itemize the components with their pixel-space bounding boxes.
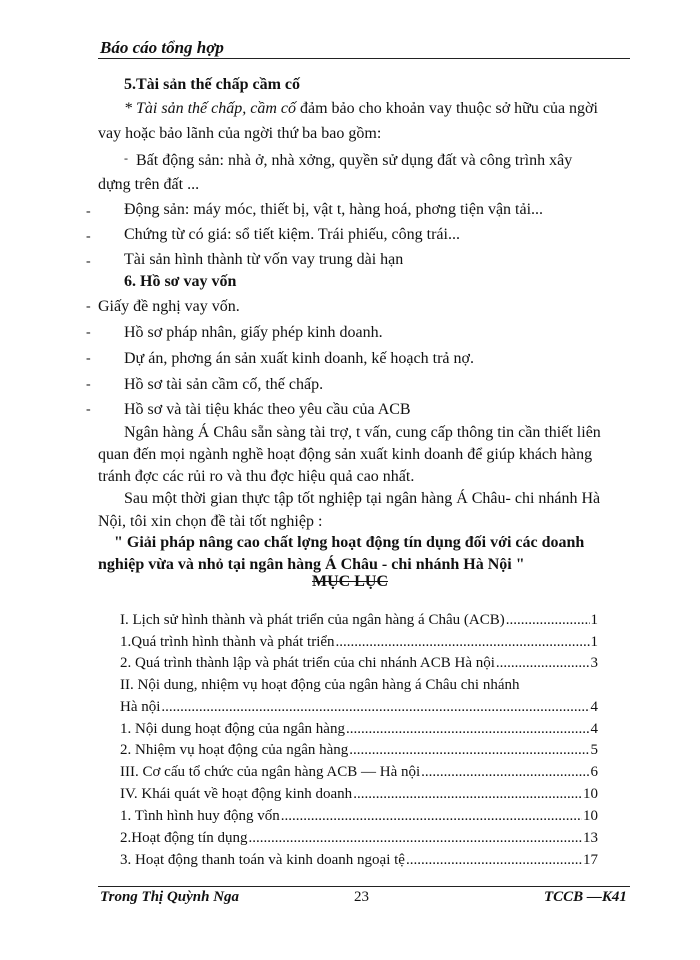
toc-row bbox=[120, 808, 598, 825]
list-item bbox=[124, 152, 572, 170]
toc-entry-text: II. Nội dung, nhiệm vụ hoạt động của ngân hàng á Châu chi nhánh bbox=[120, 677, 520, 693]
toc-leader bbox=[353, 786, 582, 803]
section5-intro-line2: vay hoặc bảo lãnh của ngời thứ ba bao gồm: bbox=[98, 125, 382, 142]
toc-row bbox=[120, 634, 598, 651]
bullet-dash: - bbox=[86, 254, 91, 269]
toc-leader bbox=[506, 612, 590, 629]
toc-row bbox=[120, 612, 598, 629]
toc-page-number: 1 bbox=[590, 634, 598, 650]
list-item: Chứng từ có giá: sổ tiết kiệm. Trái phiếu, công trái... bbox=[124, 226, 460, 243]
section5-intro bbox=[124, 100, 598, 118]
toc-page-number: 10 bbox=[583, 808, 598, 824]
footer-author: Trong Thị Quỳnh Nga bbox=[100, 889, 240, 905]
toc-page-number: 5 bbox=[590, 742, 598, 758]
toc-row bbox=[120, 852, 598, 869]
toc-entry-text: Hà nội bbox=[120, 699, 161, 715]
paragraph-line: Nội, tôi xin chọn đề tài tốt nghiệp : bbox=[98, 513, 323, 530]
bullet-dash: - bbox=[86, 377, 91, 392]
toc-leader bbox=[281, 808, 582, 825]
toc-row bbox=[120, 677, 598, 694]
toc-row bbox=[120, 764, 598, 781]
toc-row bbox=[120, 786, 598, 803]
thesis-topic-line: " Giải pháp nâng cao chất lợng hoạt động tín dụng đối với các doanh bbox=[114, 534, 585, 551]
footer-rule bbox=[98, 886, 630, 887]
toc-entry-text: III. Cơ cấu tổ chức của ngân hàng ACB — Hà nội bbox=[120, 764, 421, 780]
toc-leader bbox=[249, 830, 583, 847]
bullet-dash: - bbox=[86, 402, 91, 417]
toc-entry-text: 1. Nội dung hoạt động của ngân hàng bbox=[120, 721, 345, 737]
toc-row bbox=[120, 742, 598, 759]
toc-page-number: 10 bbox=[583, 786, 598, 802]
toc-entry-text: 1.Quá trình hình thành và phát triển bbox=[120, 634, 335, 650]
bullet-dash: - bbox=[124, 151, 128, 165]
toc-leader bbox=[336, 634, 590, 651]
toc-entry-text: 2.Hoạt động tín dụng bbox=[120, 830, 248, 846]
toc-row bbox=[120, 699, 598, 716]
toc-page-number: 17 bbox=[583, 852, 598, 868]
toc-row bbox=[120, 721, 598, 738]
toc-entry-text: 2. Nhiệm vụ hoạt động của ngân hàng bbox=[120, 742, 349, 758]
toc-leader bbox=[346, 721, 590, 738]
toc-leader bbox=[406, 852, 582, 869]
thesis-topic-line: nghiệp vừa và nhỏ tại ngân hàng Á Châu - chi nhánh Hà Nội " bbox=[98, 556, 525, 573]
toc-page-number: 4 bbox=[590, 699, 598, 715]
list-item: Dự án, phơng án sản xuất kinh doanh, kế hoạch trả nợ. bbox=[124, 350, 474, 367]
header-title: Báo cáo tổng hợp bbox=[100, 38, 224, 57]
paragraph-line: tránh đợc các rủi ro và thu đợc hiệu quả cao nhất. bbox=[98, 468, 415, 485]
paragraph-line: Ngân hàng Á Châu sẵn sàng tài trợ, t vấn, cung cấp thông tin cần thiết liên bbox=[124, 424, 601, 441]
toc-entry-text: 1. Tình hình huy động vốn bbox=[120, 808, 280, 824]
toc-page-number: 4 bbox=[590, 721, 598, 737]
paragraph-line: Sau một thời gian thực tập tốt nghiệp tại ngân hàng Á Châu- chi nhánh Hà bbox=[124, 490, 601, 507]
header-rule bbox=[98, 58, 630, 59]
toc-entry-text: I. Lịch sử hình thành và phát triển của ngân hàng á Châu (ACB) bbox=[120, 612, 505, 628]
list-item-text: Bất động sản: nhà ở, nhà xởng, quyền sử dụng đất và công trình xây bbox=[136, 152, 573, 169]
toc-row bbox=[120, 830, 598, 847]
bullet-dash: - bbox=[86, 204, 91, 219]
section6-heading: 6. Hồ sơ vay vốn bbox=[124, 273, 237, 290]
toc-row bbox=[120, 655, 598, 672]
bullet-dash: - bbox=[86, 325, 91, 340]
section5-intro-rest: đảm bảo cho khoản vay thuộc sở hữu của ngời bbox=[295, 100, 598, 117]
bullet-dash: - bbox=[86, 229, 91, 244]
toc-leader bbox=[161, 699, 589, 716]
bullet-dash: - bbox=[86, 299, 91, 314]
list-item: Tài sản hình thành từ vốn vay trung dài hạn bbox=[124, 251, 404, 268]
list-item: Hồ sơ tài sản cầm cố, thế chấp. bbox=[124, 376, 324, 393]
toc-title: MỤC LỤC bbox=[312, 573, 388, 590]
section5-intro-italic: * Tài sản thế chấp, cầm cố bbox=[124, 100, 296, 117]
list-item: Giấy đề nghị vay vốn. bbox=[98, 298, 240, 315]
bullet-dash: - bbox=[86, 351, 91, 366]
toc-page-number: 13 bbox=[583, 830, 598, 846]
paragraph-line: quan đến mọi ngành nghề hoạt động sản xuất kinh doanh để giúp khách hàng bbox=[98, 446, 593, 463]
toc-leader bbox=[421, 764, 589, 781]
toc-leader bbox=[496, 655, 590, 672]
toc-page-number: 6 bbox=[590, 764, 598, 780]
footer-page-number: 23 bbox=[354, 889, 369, 905]
section5-heading: 5.Tài sản thế chấp cầm cố bbox=[124, 76, 300, 93]
toc-leader bbox=[349, 742, 589, 759]
toc-page-number: 3 bbox=[590, 655, 598, 671]
footer-class-code: TCCB —K41 bbox=[544, 889, 627, 905]
list-item: Hồ sơ pháp nhân, giấy phép kinh doanh. bbox=[124, 324, 383, 341]
toc-entry-text: 3. Hoạt động thanh toán và kinh doanh ngoại tệ bbox=[120, 852, 405, 868]
list-item: Hồ sơ và tài tiệu khác theo yêu cầu của ACB bbox=[124, 401, 411, 418]
list-item-continuation: dựng trên đất ... bbox=[98, 176, 200, 193]
list-item: Động sản: máy móc, thiết bị, vật t, hàng hoá, phơng tiện vận tải... bbox=[124, 201, 544, 218]
toc-entry-text: 2. Quá trình thành lập và phát triển của chi nhánh ACB Hà nội bbox=[120, 655, 495, 671]
toc-entry-text: IV. Khái quát về hoạt động kinh doanh bbox=[120, 786, 353, 802]
toc-page-number: 1 bbox=[590, 612, 598, 628]
